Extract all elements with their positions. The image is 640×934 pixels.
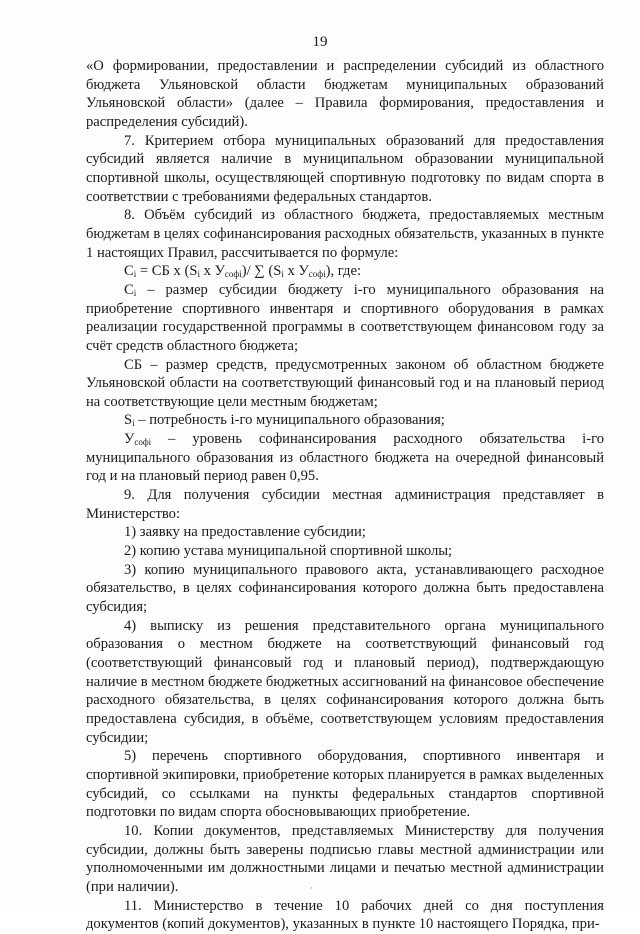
formula-part-1: = СБ x (S: [136, 263, 198, 280]
paragraph-intro: «О формировании, предоставлении и распределении субсидий из областного бюджета Ульяновской области бюджетам муниципальных образований Ульяновской области» (далее – Правила формирования, предоставления и распределения субсидий).: [86, 58, 604, 130]
definition-u-sub: софi: [134, 437, 152, 448]
paragraph-9: 9. Для получения субсидии местная администрация представляет в Министерство:: [86, 487, 604, 522]
formula-u-sub-2: софi: [308, 269, 326, 280]
definition-s-symbol: S: [124, 412, 133, 429]
formula-u-sub-1: софi: [224, 269, 242, 280]
formula-part-3: )/ ∑ (S: [241, 263, 282, 280]
formula-part-2: x У: [199, 263, 225, 280]
paragraph-8: 8. Объём субсидий из областного бюджета, предоставляемых местным бюджетам в целях софинансирования расходных обязательств, указанных в пункте 1 настоящих Правил, рассчитывается по формуле:: [86, 207, 604, 261]
definition-c-symbol: C: [124, 281, 134, 298]
definition-c-sub: i: [133, 287, 137, 298]
formula-c-sub: i: [133, 269, 137, 280]
formula-part-4: x У: [283, 263, 309, 280]
definition-u-text: – уровень софинансирования расходного обязательства i-го муниципального образования из областного бюджета на очередной финансовый год и на плановый период равен 0,95.: [86, 431, 604, 485]
definition-s-text: – потребность i-го муниципального образования;: [134, 412, 445, 429]
definition-s: [86, 411, 604, 430]
subsidy-formula: [86, 262, 604, 281]
paragraph-9-item-2: 2) копию устава муниципальной спортивной школы;: [124, 543, 453, 560]
paragraph-7: 7. Критерием отбора муниципальных образований для предоставления субсидий является наличие в муниципальном образовании муниципальной спортивной школы, осуществляющей спортивную подготовку по видам спорта в соответствии с требованиями федеральных стандартов.: [86, 132, 604, 205]
paragraph-9-item-3: 3) копию муниципального правового акта, устанавливающего расходное обязательство, в целях софинансирования которого должна быть предоставлена субсидия;: [86, 561, 604, 616]
definition-s-sub: i: [132, 418, 135, 429]
paragraph-9-item-5: 5) перечень спортивного оборудования, спортивного инвентаря и спортивной экипировки, приобретение которых планируется в рамках выделенных субсидий, со ссылками на пункты федеральных стандартов спортивной подготовки по видам спорта обосновывающих приобретение.: [86, 748, 604, 821]
page-number: 19: [312, 34, 328, 50]
definition-sb: СБ – размер средств, предусмотренных законом об областном бюджете Ульяновской области на соответствующий финансовый год и на плановый период на соответствующие цели местным бюджетам;: [86, 356, 604, 410]
paragraph-10: 10. Копии документов, представляемых Министерству для получения субсидии, должны быть заверены подписью главы местной администрации или уполномоченными им должностными лицами и печатью местной администрации (при наличии).: [86, 822, 604, 895]
definition-c-text: – размер субсидии бюджету i-го муниципального образования на приобретение спортивного инвентаря и спортивного оборудования в рамках реализации государственной программы в соответствующем финансовом году за счёт средств областного бюджета;: [86, 281, 604, 354]
formula-c: C: [124, 263, 134, 280]
formula-end: ), где:: [325, 263, 361, 280]
document-body: [86, 57, 604, 934]
paragraph-9-item-1: 1) заявку на предоставление субсидии;: [124, 524, 366, 541]
definition-c: [86, 281, 604, 356]
paragraph-11: 11. Министерство в течение 10 рабочих дней со дня поступления документов (копий документов), указанных в пункте 10 настоящего Порядка, при-: [86, 897, 604, 933]
formula-s-sub-2: i: [281, 269, 284, 280]
definition-u: [86, 430, 604, 486]
definition-u-symbol: У: [124, 431, 135, 448]
formula-s-sub-1: i: [197, 269, 200, 280]
scan-artifact-mark: ·: [310, 884, 313, 894]
paragraph-9-item-4: 4) выписку из решения представительного органа муниципального образования о местном бюджете на соответствующий финансовый год (соответствующий финансовый год и плановый период), подтверждающую наличие в местном бюджете бюджетных ассигнований на финансовое обеспечение расходного обязательства, в целях софинансирования которого должна быть предоставлена субсидия, в объёме, соответствующем условиям предоставления субсидии;: [86, 617, 604, 746]
